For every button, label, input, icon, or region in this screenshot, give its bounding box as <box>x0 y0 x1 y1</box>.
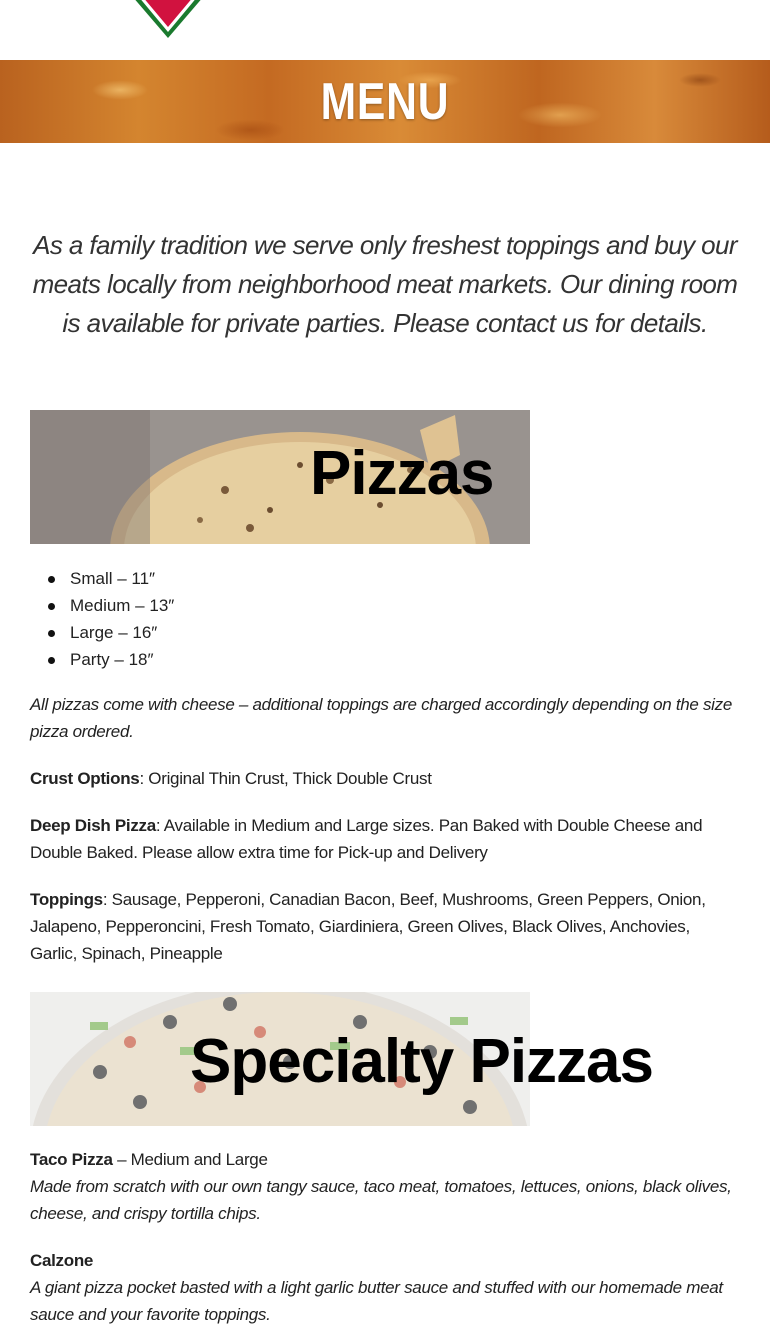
specialty-item-title <box>30 1247 740 1274</box>
specialty-pizzas-heading: Specialty Pizzas <box>190 1027 654 1096</box>
restaurant-logo-icon[interactable] <box>128 0 208 40</box>
list-item: Medium – 13″ <box>70 592 740 619</box>
list-item: Large – 16″ <box>70 619 740 646</box>
deep-dish-text: : Available in Medium and Large sizes. Pan Baked with Double Cheese and Double Baked. Please allow extra time for Pick-up and Delivery <box>30 816 703 862</box>
pizzas-banner <box>30 410 530 544</box>
deep-dish-pizza <box>30 812 740 866</box>
specialty-item-name: Calzone <box>30 1251 94 1270</box>
specialty-section <box>30 1146 740 1328</box>
pizzas-heading: Pizzas <box>310 439 494 508</box>
menu-hero-banner <box>0 60 770 143</box>
crust-options-label: Crust Options <box>30 769 140 788</box>
intro-text: As a family tradition we serve only freshest toppings and buy our meats locally from neighborhood meat markets. Our dining room is available for private parties. Please contact us for details. <box>32 230 738 338</box>
specialty-item-description: Made from scratch with our own tangy sauce, taco meat, tomatoes, lettuces, onions, black olives, cheese, and crispy tortilla chips. <box>30 1177 732 1223</box>
page-title: MENU <box>320 73 450 131</box>
pizza-size-list <box>30 565 740 673</box>
pizzas-section <box>30 565 740 967</box>
specialty-item-name: Taco Pizza <box>30 1150 113 1169</box>
specialty-item-title <box>30 1146 740 1173</box>
toppings <box>30 886 740 967</box>
cheese-note: All pizzas come with cheese – additional toppings are charged accordingly depending on the size pizza ordered. <box>30 695 733 741</box>
deep-dish-label: Deep Dish Pizza <box>30 816 156 835</box>
toppings-label: Toppings <box>30 890 103 909</box>
specialty-item-description: A giant pizza pocket basted with a light garlic butter sauce and stuffed with our homemade meat sauce and your favorite toppings. <box>30 1278 723 1324</box>
specialty-item-sizes: – Medium and Large <box>112 1150 268 1169</box>
list-item: Small – 11″ <box>70 565 740 592</box>
crust-options <box>30 765 740 792</box>
list-item: Party – 18″ <box>70 646 740 673</box>
toppings-text: : Sausage, Pepperoni, Canadian Bacon, Beef, Mushrooms, Green Peppers, Onion, Jalapeno, Pepperoncini, Fresh Tomato, Giardiniera, Green Olives, Black Olives, Anchovies, Garlic, Spinach, Pineapple <box>30 890 706 963</box>
specialty-pizzas-banner <box>30 992 654 1126</box>
crust-options-text: : Original Thin Crust, Thick Double Crust <box>139 769 432 788</box>
logo-area <box>0 0 770 60</box>
